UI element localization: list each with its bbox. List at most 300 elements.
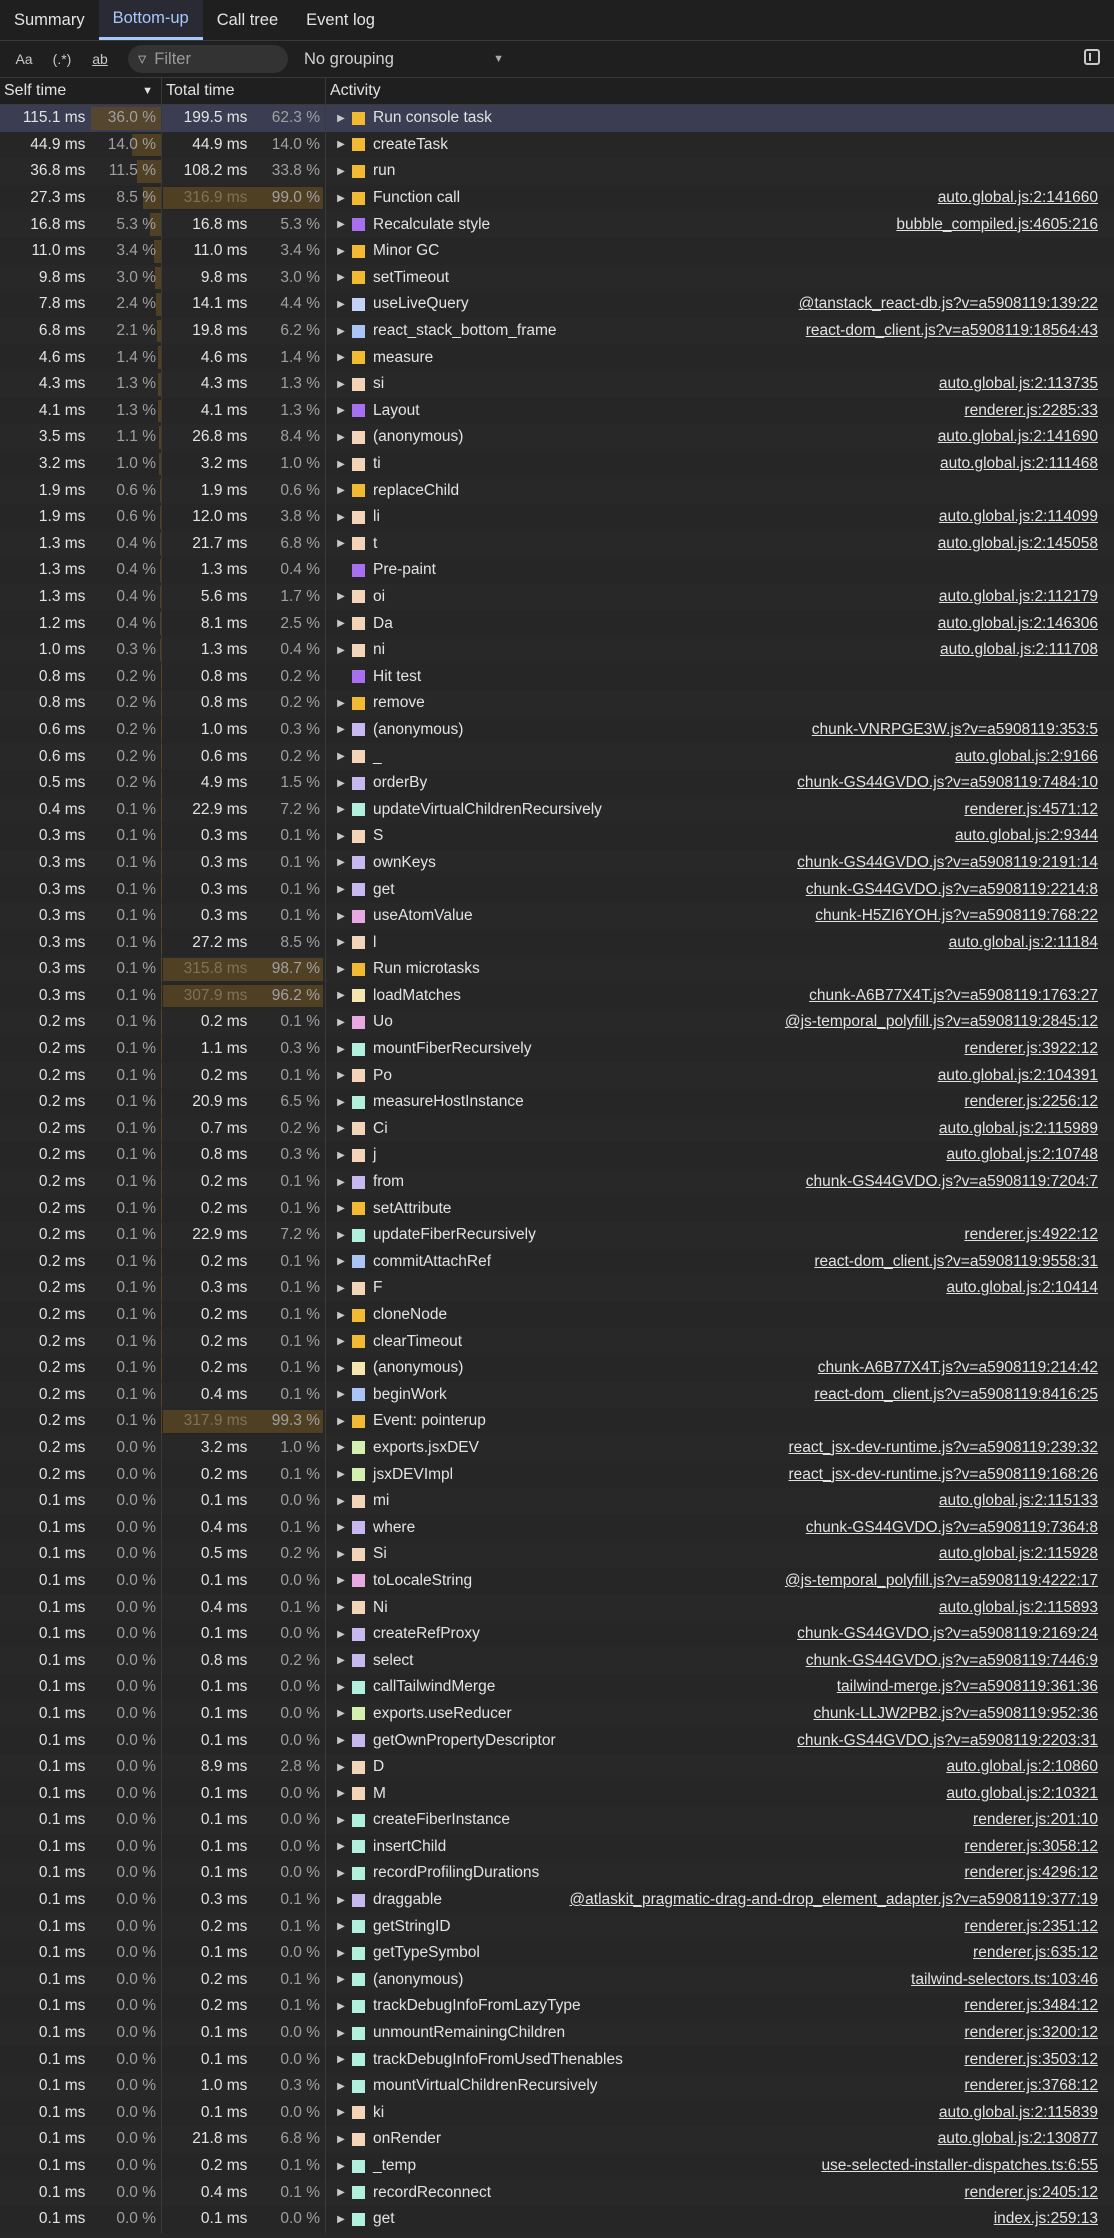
table-row[interactable] [0,291,1114,318]
expand-arrow-icon[interactable]: ▶ [337,272,345,284]
table-row[interactable] [0,531,1114,558]
table-row[interactable] [0,1169,1114,1196]
source-link[interactable]: renderer.js:4296:12 [964,1864,1098,1882]
source-link[interactable]: @js-temporal_polyfill.js?v=a5908119:2845:12 [784,1013,1098,1031]
table-row[interactable] [0,1754,1114,1781]
activity-cell [326,185,1114,212]
table-row[interactable] [0,1940,1114,1967]
table-row[interactable] [0,265,1114,292]
expand-arrow-icon[interactable]: ▶ [337,1070,345,1082]
expand-arrow-icon[interactable]: ▶ [337,884,345,896]
expand-arrow-icon[interactable]: ▶ [337,1735,345,1747]
expand-arrow-icon[interactable]: ▶ [337,777,345,789]
activity-name: F [373,1279,383,1297]
source-link[interactable]: react_jsx-dev-runtime.js?v=a5908119:168:26 [788,1465,1098,1483]
table-row[interactable] [0,1834,1114,1861]
expand-arrow-icon[interactable]: ▶ [337,2160,345,2172]
table-row[interactable] [0,1913,1114,1940]
source-link[interactable]: chunk-LLJW2PB2.js?v=a5908119:952:36 [813,1704,1098,1722]
total-time-percent-text: 0.1 % [280,1279,320,1297]
total-time-cell [162,1887,326,1914]
table-row[interactable] [0,504,1114,531]
expand-arrow-icon[interactable]: ▶ [337,192,345,204]
source-link[interactable]: auto.global.js:2:9166 [954,747,1098,765]
table-row[interactable] [0,983,1114,1010]
total-time-cell [162,1222,326,1249]
activity-cell [326,1089,1114,1116]
source-link[interactable]: chunk-GS44GVDO.js?v=a5908119:7364:8 [805,1518,1098,1536]
table-row[interactable] [0,1328,1114,1355]
table-row[interactable] [0,2126,1114,2153]
table-row[interactable] [0,1062,1114,1089]
total-time-cell [162,424,326,451]
activity-cell [326,1408,1114,1435]
source-link[interactable]: auto.global.js:2:10414 [946,1279,1098,1297]
table-row[interactable] [0,185,1114,212]
table-row[interactable] [0,1142,1114,1169]
source-link[interactable]: auto.global.js:2:115133 [938,1492,1098,1510]
expand-arrow-icon[interactable]: ▶ [337,1282,345,1294]
expand-arrow-icon[interactable]: ▶ [337,352,345,364]
table-row[interactable] [0,105,1114,132]
source-link[interactable]: auto.global.js:2:112179 [938,587,1098,605]
table-row[interactable] [0,823,1114,850]
source-link[interactable]: auto.global.js:2:9344 [954,827,1098,845]
table-row[interactable] [0,1967,1114,1994]
source-link[interactable]: auto.global.js:2:115893 [938,1598,1098,1616]
tab-call-tree[interactable]: Call tree [216,10,279,29]
source-link[interactable]: auto.global.js:2:115989 [938,1119,1098,1137]
total-time-percent [253,238,325,265]
table-row[interactable] [0,1009,1114,1036]
table-row[interactable] [0,1435,1114,1462]
table-row[interactable] [0,2100,1114,2127]
self-time-value: 0.1 ms [38,1811,86,1829]
source-link[interactable]: react_jsx-dev-runtime.js?v=a5908119:239:32 [788,1438,1098,1456]
source-link[interactable]: chunk-GS44GVDO.js?v=a5908119:2214:8 [805,880,1098,898]
total-time-percent [253,1754,325,1781]
table-row[interactable] [0,2153,1114,2180]
expand-arrow-icon[interactable]: ▶ [337,1389,345,1401]
table-row[interactable] [0,132,1114,159]
source-link[interactable]: react-dom_client.js?v=a5908119:8416:25 [814,1385,1098,1403]
source-link[interactable]: auto.global.js:2:141690 [937,428,1098,446]
category-color-swatch [352,1388,365,1401]
source-link[interactable]: @atlaskit_pragmatic-drag-and-drop_element_adapter.js?v=a5908119:377:19 [569,1891,1098,1909]
table-row[interactable] [0,344,1114,371]
activity-cell [326,291,1114,318]
expand-arrow-icon[interactable]: ▶ [337,1096,345,1108]
source-link[interactable]: renderer.js:201:10 [973,1811,1098,1829]
filter-input[interactable] [128,45,288,73]
table-row[interactable] [0,1807,1114,1834]
expand-arrow-icon[interactable]: ▶ [337,990,345,1002]
source-link[interactable]: auto.global.js:2:115928 [938,1545,1098,1563]
expand-arrow-icon[interactable]: ▶ [337,1442,345,1454]
table-row[interactable] [0,1461,1114,1488]
self-time-percent-text: 2.4 % [116,295,156,313]
total-time-cell [162,451,326,478]
expand-arrow-icon[interactable]: ▶ [337,1814,345,1826]
whole-word-button[interactable]: ab [92,51,108,67]
expand-arrow-icon[interactable]: ▶ [337,591,345,603]
total-time-percent [253,1461,325,1488]
activity-name: clearTimeout [373,1332,463,1350]
expand-arrow-icon[interactable]: ▶ [337,378,345,390]
table-row[interactable] [0,1727,1114,1754]
total-time-percent-text: 0.0 % [280,2210,320,2228]
expand-arrow-icon[interactable]: ▶ [337,112,345,124]
expand-arrow-icon[interactable]: ▶ [337,937,345,949]
source-link[interactable]: auto.global.js:2:114099 [938,508,1098,526]
source-link[interactable]: tailwind-merge.js?v=a5908119:361:36 [836,1678,1098,1696]
expand-arrow-icon[interactable]: ▶ [337,165,345,177]
total-time-cell [162,1647,326,1674]
total-time-cell [162,1142,326,1169]
table-row[interactable] [0,2179,1114,2206]
table-row[interactable] [0,876,1114,903]
table-row[interactable] [0,743,1114,770]
total-time-percent [253,929,325,956]
total-time-cell [162,690,326,717]
total-time-percent-text: 0.0 % [280,1492,320,1510]
self-time-cell [0,185,162,212]
table-row[interactable] [0,2206,1114,2233]
self-time-percent-text: 0.1 % [116,1013,156,1031]
tab-event-log[interactable]: Event log [306,10,375,29]
self-time-percent-text: 8.5 % [116,189,156,207]
self-time-value: 0.1 ms [38,1917,86,1935]
expand-arrow-icon[interactable]: ▶ [337,1043,345,1055]
self-time-percent-text: 5.3 % [116,215,156,233]
expand-arrow-icon[interactable]: ▶ [337,1415,345,1427]
expand-arrow-icon[interactable]: ▶ [337,1495,345,1507]
source-link[interactable]: auto.global.js:2:10748 [946,1146,1098,1164]
table-row[interactable] [0,1674,1114,1701]
expand-arrow-icon[interactable]: ▶ [337,1256,345,1268]
total-time-percent [253,1089,325,1116]
source-link[interactable]: index.js:259:13 [993,2210,1098,2228]
source-link[interactable]: auto.global.js:2:115839 [938,2103,1098,2121]
table-row[interactable] [0,2073,1114,2100]
table-row[interactable] [0,1036,1114,1063]
table-row[interactable] [0,2020,1114,2047]
source-link[interactable]: react-dom_client.js?v=a5908119:9558:31 [814,1252,1098,1270]
table-row[interactable] [0,610,1114,637]
expand-arrow-icon[interactable]: ▶ [337,751,345,763]
self-time-cell [0,1302,162,1329]
activity-cell [326,1461,1114,1488]
expand-arrow-icon[interactable]: ▶ [337,511,345,523]
expand-arrow-icon[interactable]: ▶ [337,697,345,709]
source-link[interactable]: @js-temporal_polyfill.js?v=a5908119:4222:17 [784,1571,1098,1589]
table-row[interactable] [0,1382,1114,1409]
table-row[interactable] [0,1275,1114,1302]
table-row[interactable] [0,1488,1114,1515]
table-row[interactable] [0,1594,1114,1621]
source-link[interactable]: chunk-GS44GVDO.js?v=a5908119:7484:10 [797,774,1098,792]
total-time-percent-text: 0.2 % [280,1651,320,1669]
expand-arrow-icon[interactable]: ▶ [337,1867,345,1879]
source-link[interactable]: bubble_compiled.js:4605:216 [896,215,1098,233]
source-link[interactable]: auto.global.js:2:104391 [937,1066,1098,1084]
source-link[interactable]: chunk-GS44GVDO.js?v=a5908119:2191:14 [797,853,1098,871]
expand-arrow-icon[interactable]: ▶ [337,1469,345,1481]
self-time-value: 0.4 ms [38,800,86,818]
table-row[interactable] [0,1089,1114,1116]
expand-arrow-icon[interactable]: ▶ [337,1336,345,1348]
source-link[interactable]: renderer.js:2405:12 [964,2183,1098,2201]
table-row[interactable] [0,238,1114,265]
expand-arrow-icon[interactable]: ▶ [337,1974,345,1986]
source-link[interactable]: tailwind-selectors.ts:103:46 [911,1970,1098,1988]
source-link[interactable]: renderer.js:2256:12 [964,1093,1098,1111]
self-time-value: 0.3 ms [38,853,86,871]
expand-arrow-icon[interactable]: ▶ [337,1921,345,1933]
total-time-percent-text: 0.2 % [280,747,320,765]
source-link[interactable]: renderer.js:3768:12 [964,2077,1098,2095]
source-link[interactable]: renderer.js:3922:12 [964,1040,1098,1058]
total-time-percent [253,158,325,185]
expand-arrow-icon[interactable]: ▶ [337,1655,345,1667]
table-row[interactable] [0,1355,1114,1382]
source-link[interactable]: use-selected-installer-dispatches.ts:6:55 [821,2157,1098,2175]
expand-arrow-icon[interactable]: ▶ [337,431,345,443]
self-time-percent-text: 0.1 % [116,1093,156,1111]
source-link[interactable]: renderer.js:4571:12 [964,800,1098,818]
total-time-value: 0.1 ms [200,1492,248,1510]
tab-summary[interactable]: Summary [14,10,85,29]
self-time-percent [91,1435,161,1462]
expand-arrow-icon[interactable]: ▶ [337,405,345,417]
expand-arrow-icon[interactable]: ▶ [337,298,345,310]
source-link[interactable]: auto.global.js:2:130877 [937,2130,1098,2148]
table-row[interactable] [0,717,1114,744]
activity-name: insertChild [373,1837,447,1855]
source-link[interactable]: auto.global.js:2:111708 [940,641,1098,659]
table-row[interactable] [0,398,1114,425]
total-time-percent-text: 62.3 % [271,109,320,127]
table-row[interactable] [0,424,1114,451]
expand-arrow-icon[interactable]: ▶ [337,1309,345,1321]
self-time-header[interactable] [0,78,162,104]
self-time-cell [0,265,162,292]
expand-arrow-icon[interactable]: ▶ [337,1203,345,1215]
expand-arrow-icon[interactable]: ▶ [337,1681,345,1693]
self-time-percent [91,2073,161,2100]
source-link[interactable]: renderer.js:2351:12 [964,1917,1098,1935]
expand-arrow-icon[interactable]: ▶ [337,2213,345,2225]
expand-arrow-icon[interactable]: ▶ [337,1947,345,1959]
source-link[interactable]: renderer.js:3484:12 [964,1997,1098,2015]
regex-button[interactable]: (.*) [52,51,72,67]
source-link[interactable]: renderer.js:3503:12 [964,2050,1098,2068]
total-time-percent [253,1328,325,1355]
table-row[interactable] [0,1887,1114,1914]
total-time-value: 0.8 ms [200,667,248,685]
expand-arrow-icon[interactable]: ▶ [337,1788,345,1800]
expand-arrow-icon[interactable]: ▶ [337,2107,345,2119]
expand-arrow-icon[interactable]: ▶ [337,963,345,975]
expand-arrow-icon[interactable]: ▶ [337,1149,345,1161]
expand-arrow-icon[interactable]: ▶ [337,1602,345,1614]
expand-arrow-icon[interactable]: ▶ [337,1708,345,1720]
source-link[interactable]: auto.global.js:2:111468 [940,455,1098,473]
expand-arrow-icon[interactable]: ▶ [337,1841,345,1853]
table-row[interactable] [0,2046,1114,2073]
expand-arrow-icon[interactable]: ▶ [337,1761,345,1773]
total-time-percent [253,504,325,531]
table-row[interactable] [0,1568,1114,1595]
table-row[interactable] [0,1514,1114,1541]
table-row[interactable] [0,796,1114,823]
source-link[interactable]: renderer.js:635:12 [973,1944,1098,1962]
total-time-value: 0.2 ms [200,1332,248,1350]
expand-arrow-icon[interactable]: ▶ [337,325,345,337]
table-row[interactable] [0,903,1114,930]
grouping-select[interactable] [304,50,504,69]
expand-arrow-icon[interactable]: ▶ [337,2054,345,2066]
table-row[interactable] [0,1621,1114,1648]
source-link[interactable]: @tanstack_react-db.js?v=a5908119:139:22 [798,295,1098,313]
source-link[interactable]: auto.global.js:2:113735 [938,375,1098,393]
table-row[interactable] [0,956,1114,983]
table-row[interactable] [0,1780,1114,1807]
expand-arrow-icon[interactable]: ▶ [337,485,345,497]
expand-arrow-icon[interactable]: ▶ [337,1176,345,1188]
expand-arrow-icon[interactable]: ▶ [337,219,345,231]
expand-arrow-icon[interactable]: ▶ [337,139,345,151]
table-row[interactable] [0,371,1114,398]
self-time-percent [91,1780,161,1807]
table-row[interactable] [0,451,1114,478]
table-row[interactable] [0,318,1114,345]
expand-arrow-icon[interactable]: ▶ [337,618,345,630]
activity-header[interactable] [326,78,1114,104]
self-time-cell [0,424,162,451]
expand-arrow-icon[interactable]: ▶ [337,1628,345,1640]
category-color-swatch [352,2133,365,2146]
expand-arrow-icon[interactable]: ▶ [337,2187,345,2199]
table-row[interactable] [0,557,1114,584]
table-row[interactable] [0,477,1114,504]
total-time-percent [253,1488,325,1515]
table-row[interactable] [0,1116,1114,1143]
source-link[interactable]: chunk-GS44GVDO.js?v=a5908119:2169:24 [797,1625,1098,1643]
total-time-value: 0.4 ms [200,2183,248,2201]
expand-arrow-icon[interactable]: ▶ [337,2080,345,2092]
tab-bottom-up[interactable]: Bottom-up [99,0,203,40]
source-link[interactable]: renderer.js:2285:33 [964,401,1098,419]
source-link[interactable]: auto.global.js:2:10321 [946,1784,1098,1802]
expand-arrow-icon[interactable]: ▶ [337,2000,345,2012]
table-row[interactable] [0,690,1114,717]
table-row[interactable] [0,663,1114,690]
self-time-percent [91,1940,161,1967]
expand-arrow-icon[interactable]: ▶ [337,1575,345,1587]
table-row[interactable] [0,929,1114,956]
table-row[interactable] [0,1195,1114,1222]
expand-arrow-icon[interactable]: ▶ [337,1894,345,1906]
table-row[interactable] [0,1541,1114,1568]
table-row[interactable] [0,158,1114,185]
table-row[interactable] [0,1249,1114,1276]
table-row[interactable] [0,1647,1114,1674]
source-link[interactable]: auto.global.js:2:10860 [946,1758,1098,1776]
total-time-percent [253,1993,325,2020]
source-link[interactable]: auto.global.js:2:141660 [937,189,1098,207]
source-link[interactable]: auto.global.js:2:11184 [948,933,1098,951]
total-time-header[interactable] [162,78,326,104]
source-link[interactable]: chunk-VNRPGE3W.js?v=a5908119:353:5 [811,720,1098,738]
table-row[interactable] [0,584,1114,611]
source-link[interactable]: renderer.js:4922:12 [964,1226,1098,1244]
table-row[interactable] [0,850,1114,877]
table-row[interactable] [0,637,1114,664]
self-time-value: 1.3 ms [38,534,86,552]
source-link[interactable]: auto.global.js:2:145058 [937,534,1098,552]
expand-arrow-icon[interactable]: ▶ [337,2133,345,2145]
table-row[interactable] [0,1860,1114,1887]
category-color-swatch [352,1681,365,1694]
category-color-swatch [352,1548,365,1561]
table-row[interactable] [0,1408,1114,1435]
source-link[interactable]: chunk-H5ZI6YOH.js?v=a5908119:768:22 [815,907,1098,925]
expand-arrow-icon[interactable]: ▶ [337,1123,345,1135]
activity-cell [326,1780,1114,1807]
expand-arrow-icon[interactable]: ▶ [337,1016,345,1028]
total-time-cell [162,584,326,611]
expand-arrow-icon[interactable]: ▶ [337,857,345,869]
expand-arrow-icon[interactable]: ▶ [337,830,345,842]
source-link[interactable]: chunk-A6B77X4T.js?v=a5908119:1763:27 [809,986,1098,1004]
expand-arrow-icon[interactable]: ▶ [337,1522,345,1534]
table-row[interactable] [0,1993,1114,2020]
match-case-button[interactable]: Aa [15,51,33,67]
expand-arrow-icon[interactable]: ▶ [337,1229,345,1241]
source-link[interactable]: chunk-GS44GVDO.js?v=a5908119:7204:7 [805,1173,1098,1191]
source-link[interactable]: auto.global.js:2:146306 [937,614,1098,632]
expand-arrow-icon[interactable]: ▶ [337,644,345,656]
total-time-value: 0.2 ms [200,1917,248,1935]
source-link[interactable]: chunk-A6B77X4T.js?v=a5908119:214:42 [817,1359,1098,1377]
source-link[interactable]: chunk-GS44GVDO.js?v=a5908119:7446:9 [805,1651,1098,1669]
expand-arrow-icon[interactable]: ▶ [337,245,345,257]
source-link[interactable]: chunk-GS44GVDO.js?v=a5908119:2203:31 [797,1731,1098,1749]
table-row[interactable] [0,1302,1114,1329]
total-time-cell [162,796,326,823]
table-row[interactable] [0,770,1114,797]
table-row[interactable] [0,211,1114,238]
expand-arrow-icon[interactable]: ▶ [337,1548,345,1560]
expand-arrow-icon[interactable]: ▶ [337,538,345,550]
source-link[interactable]: renderer.js:3058:12 [964,1837,1098,1855]
expand-arrow-icon[interactable]: ▶ [337,910,345,922]
expand-arrow-icon[interactable]: ▶ [337,804,345,816]
expand-arrow-icon[interactable]: ▶ [337,1362,345,1374]
activity-cell [326,1647,1114,1674]
source-link[interactable]: react-dom_client.js?v=a5908119:18564:43 [805,322,1098,340]
expand-arrow-icon[interactable]: ▶ [337,2027,345,2039]
sidebar-toggle-icon[interactable] [1084,49,1100,65]
source-link[interactable]: renderer.js:3200:12 [964,2024,1098,2042]
table-row[interactable] [0,1222,1114,1249]
expand-arrow-icon[interactable]: ▶ [337,724,345,736]
table-row[interactable] [0,1701,1114,1728]
expand-arrow-icon[interactable]: ▶ [337,458,345,470]
category-color-swatch [352,750,365,763]
total-time-cell [162,1993,326,2020]
